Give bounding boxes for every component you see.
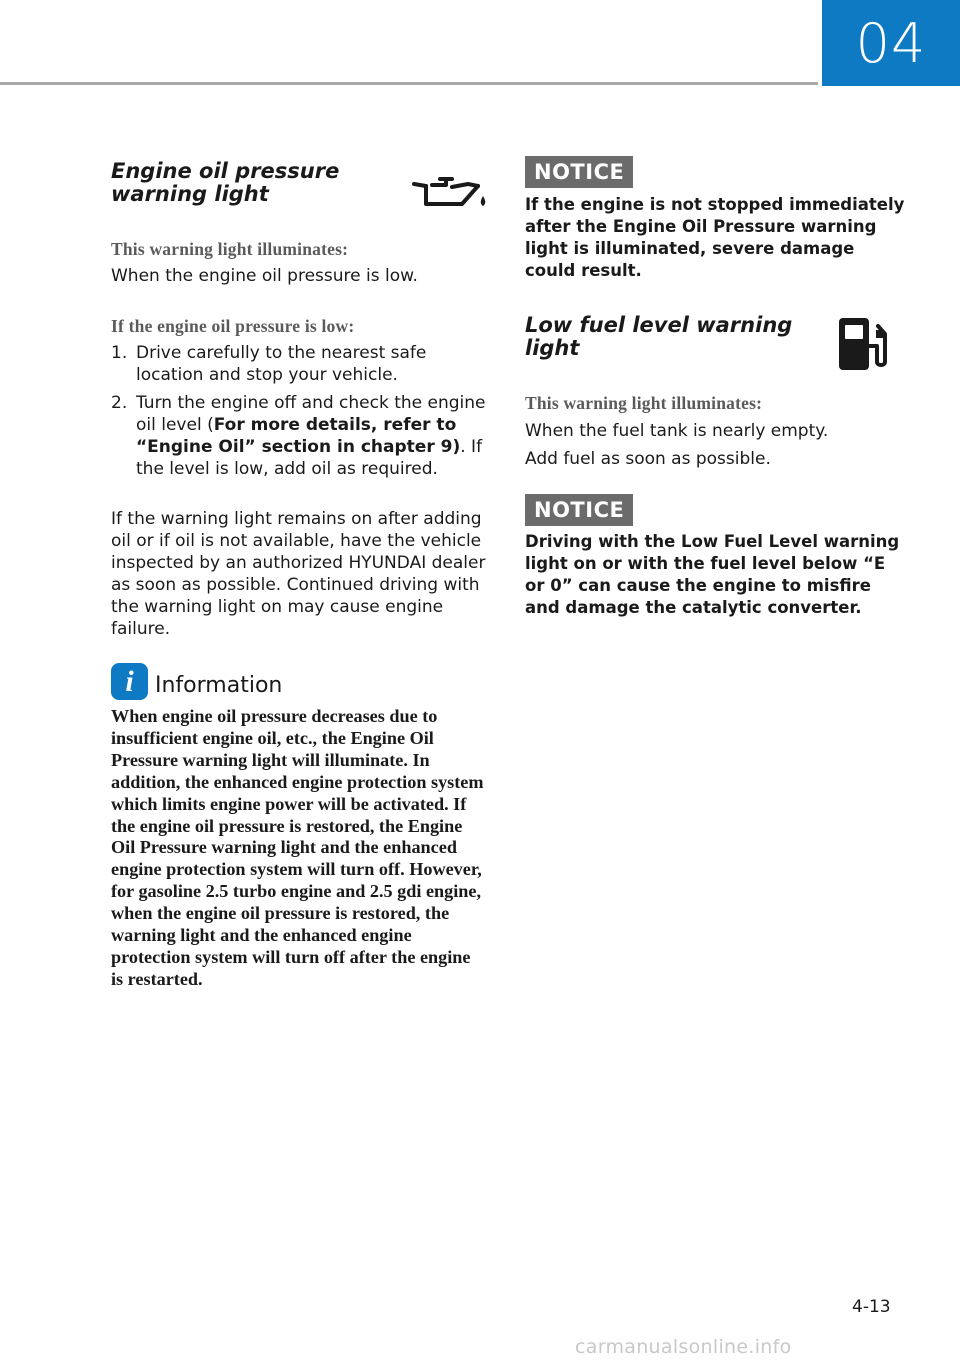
list-item (111, 342, 486, 386)
fuel-illuminates-text: When the fuel tank is nearly empty. (525, 421, 829, 441)
information-title: Information (155, 673, 283, 698)
notice-text: Driving with the Low Fuel Level warning light on or with the fuel level below “E or 0” can cause the engine to misfire and damage the catalytic converter. (525, 532, 900, 617)
engine-oil-section-title: Engine oil pressure warning light (111, 159, 340, 206)
watermark: carmanualsonline.info (575, 1336, 792, 1358)
oil-remains-paragraph: If the warning light remains on after adding oil or if oil is not available, have the vehicle inspected by an authorized HYUNDAI dealer as soon as possible. Continued driving with the warning light on may cause engine failure. (111, 509, 486, 639)
list-item-number: 2. (111, 393, 128, 413)
oil-illuminates-text: When the engine oil pressure is low. (111, 266, 418, 286)
list-item-text: Drive carefully to the nearest safe location and stop your vehicle. (136, 343, 427, 385)
fuel-pump-icon (837, 316, 889, 376)
list-item-text-end: . If the level is low, add oil as required. (136, 437, 483, 479)
oil-illuminates-heading: This warning light illuminates: (111, 239, 349, 259)
information-text: When engine oil pressure decreases due to insufficient engine oil, etc., the Engine Oil Pressure warning light will illuminate. In addition, the enhanced engine protection system which limits engine power will be activated. If the engine oil pressure is restored, the Engine Oil Pressure warning light and the enhanced engine protection system will turn off. However, for gasoline 2.5 turbo engine and 2.5 gdi engine, when the engine oil pressure is restored, the warning light and the enhanced engine protection system will turn off after the engine is restarted. (111, 706, 484, 989)
notice-label: NOTICE (525, 494, 633, 526)
notice-text: If the engine is not stopped immediately after the Engine Oil Pressure warning light is illuminated, severe damage could result. (525, 195, 905, 280)
notice-label: NOTICE (525, 156, 633, 188)
engine-oil-can-icon (410, 174, 488, 212)
fuel-illuminates-heading: This warning light illuminates: (525, 393, 763, 413)
low-fuel-section-title: Low fuel level warning light (525, 313, 793, 360)
oil-low-heading: If the engine oil pressure is low: (111, 316, 355, 336)
chapter-tab: 04 (822, 0, 960, 86)
header-rule (0, 82, 818, 85)
list-item-text (136, 392, 486, 480)
list-item-number: 1. (111, 343, 128, 363)
add-fuel-text: Add fuel as soon as possible. (525, 449, 771, 469)
page-number: 4-13 (852, 1297, 891, 1317)
list-item (111, 392, 486, 502)
information-icon: i (111, 663, 148, 700)
list-item-reference: For more details, refer to “Engine Oil” section in chapter 9) (136, 415, 461, 457)
list-item-text-start: Turn the engine off and check the engine oil level ( (136, 393, 486, 435)
